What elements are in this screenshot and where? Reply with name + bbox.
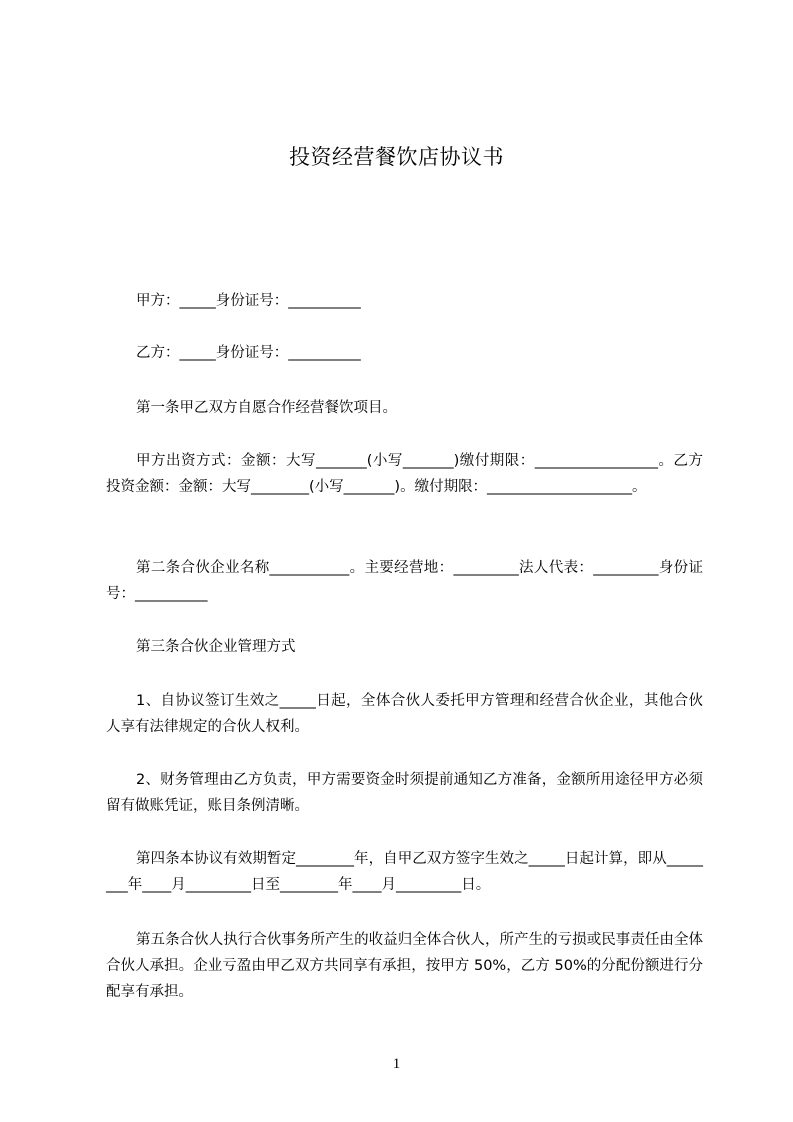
article-2-paragraph: 第二条合伙企业名称___________。主要经营地：_________法人代表：_________身份证号：__________ xyxy=(106,560,703,602)
article-3-item-2: 2、财务管理由乙方负责，甲方需要资金时须提前通知乙方准备，金额所用途径甲方必须留有做账凭证，账目条例清晰。 xyxy=(106,772,703,814)
article-1-paragraph: 第一条甲乙双方自愿合作经营餐饮项目。 xyxy=(136,400,397,416)
page-number: 1 xyxy=(392,1056,401,1072)
article-4-paragraph: 第四条本协议有效期暂定________年，自甲乙双方签字生效之_____日起计算，即从________年____月_________日至________年____月_________日。 xyxy=(106,851,703,893)
article-5-paragraph: 第五条合伙人执行合伙事务所产生的收益归全体合伙人，所产生的亏损或民事责任由全体合伙人承担。企业亏盈由甲乙双方共同享有承担，按甲方 50%，乙方 50%的分配份额进行分配享有承担。 xyxy=(106,932,703,1000)
document-title: 投资经营餐饮店协议书 xyxy=(289,145,504,169)
article-3-heading: 第三条合伙企业管理方式 xyxy=(136,639,296,655)
party-a-line: 甲方：_____身份证号：__________ xyxy=(136,293,361,309)
article-3-item-1: 1、自协议签订生效之_____日起，全体合伙人委托甲方管理和经营合伙企业，其他合伙人享有法律规定的合伙人权利。 xyxy=(106,693,703,735)
party-b-line: 乙方：_____身份证号：__________ xyxy=(136,345,361,361)
investment-paragraph: 甲方出资方式：金额：大写_______(小写_______)缴付期限：_________________。乙方投资金额：金额：大写________(小写_______)。缴付期限：____________________。 xyxy=(106,453,703,495)
